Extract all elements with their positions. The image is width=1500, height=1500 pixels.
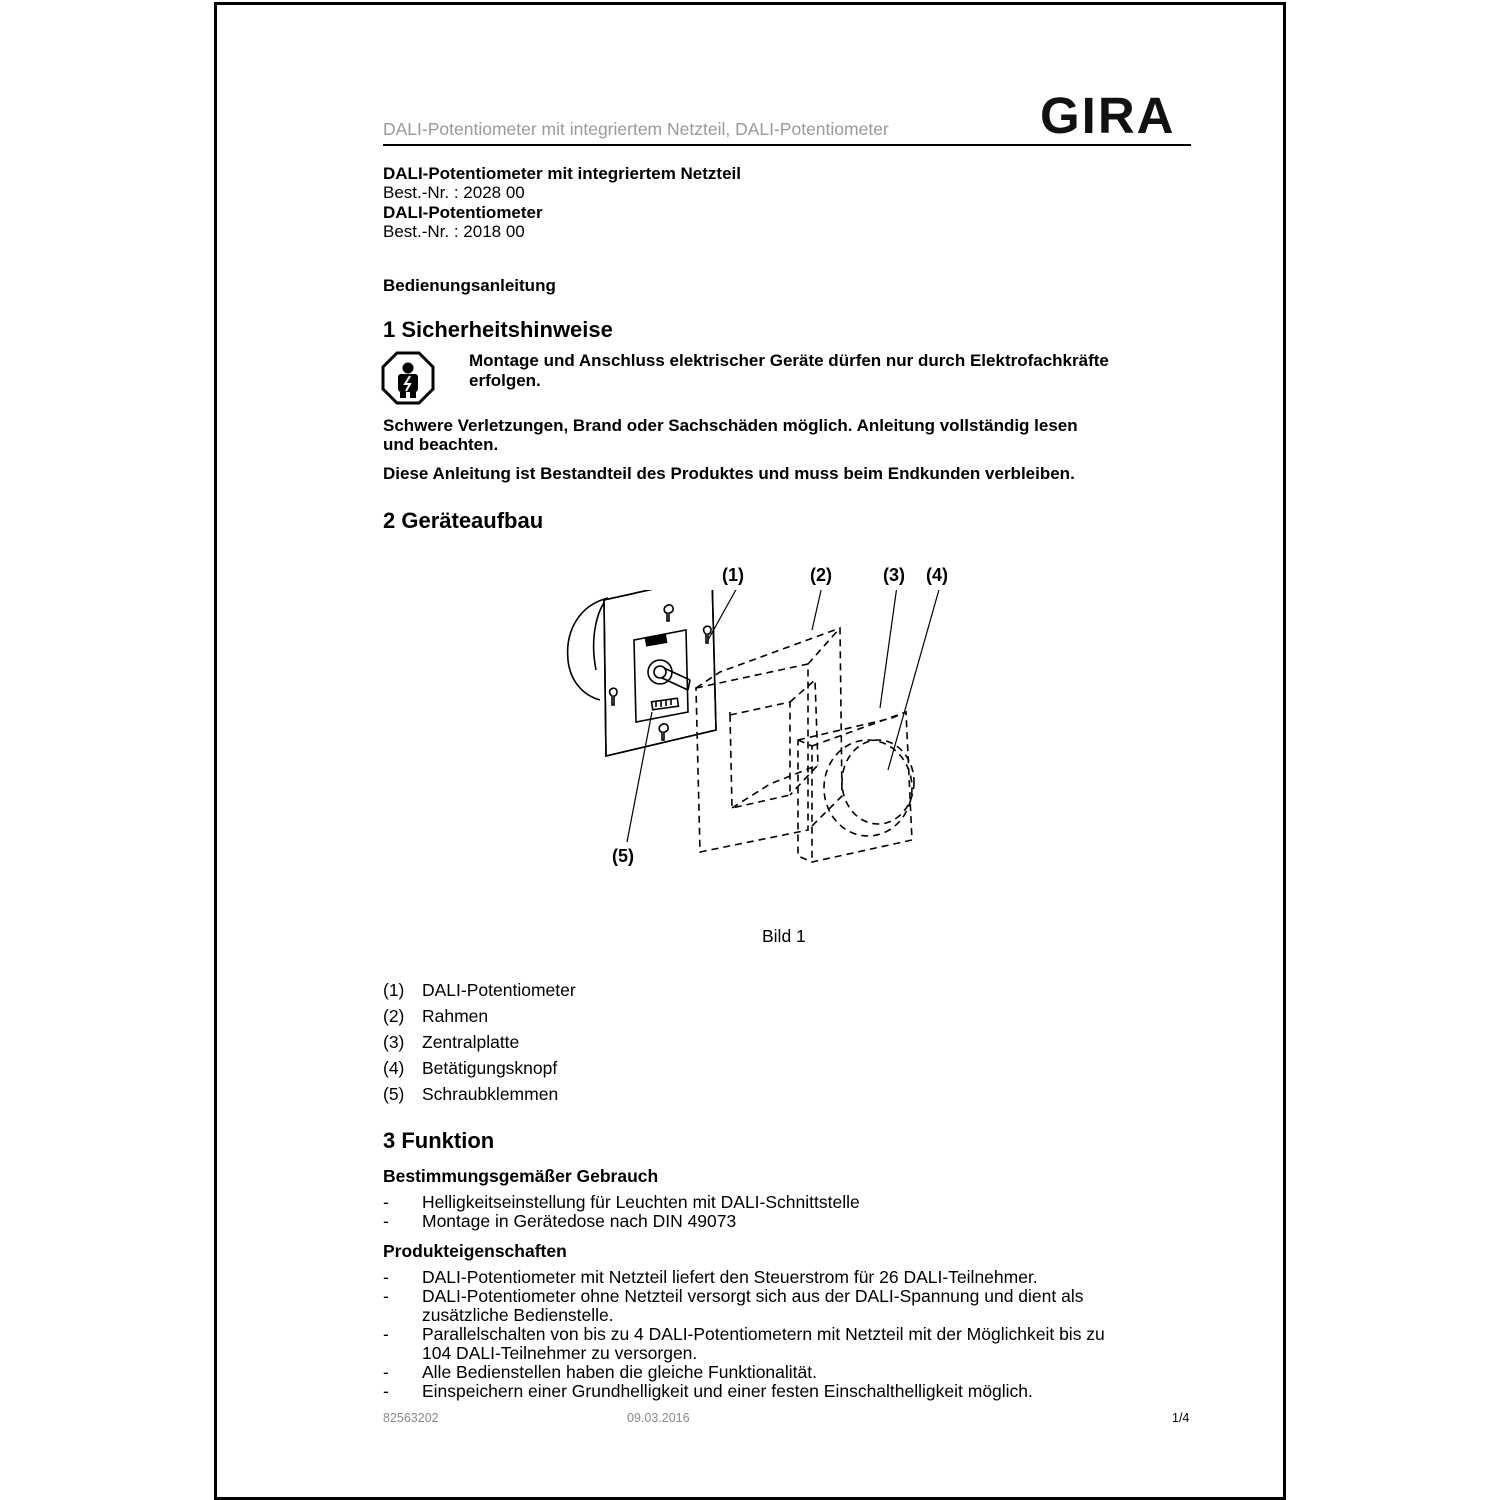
bullet-dash: - bbox=[383, 1286, 389, 1306]
bullet-dash: - bbox=[383, 1267, 389, 1287]
figure-label-3: (3) bbox=[883, 565, 905, 585]
product-2-name: DALI-Potentiometer bbox=[383, 203, 543, 222]
figure-caption: Bild 1 bbox=[762, 926, 806, 946]
legend-text: DALI-Potentiometer bbox=[422, 980, 576, 1000]
safety-paragraph-1-line-1: Schwere Verletzungen, Brand oder Sachschäden möglich. Anleitung vollständig lesen bbox=[383, 416, 1078, 435]
bullet-dash: - bbox=[383, 1192, 389, 1212]
legend-text: Schraubklemmen bbox=[422, 1084, 559, 1104]
product-1-order-number: Best.-Nr. : 2028 00 bbox=[383, 183, 525, 202]
bullet-dash: - bbox=[383, 1211, 389, 1231]
safety-paragraph-1-line-2: und beachten. bbox=[383, 435, 499, 454]
bullet-dash: - bbox=[383, 1362, 389, 1382]
document-type: Bedienungsanleitung bbox=[383, 276, 556, 295]
footer-date: 09.03.2016 bbox=[627, 1411, 690, 1425]
product-features-subheading: Produkteigenschaften bbox=[383, 1241, 567, 1261]
product-1-name: DALI-Potentiometer mit integriertem Netzteil bbox=[383, 164, 741, 183]
figure-label-2: (2) bbox=[810, 565, 832, 585]
electrician-warning-icon bbox=[381, 351, 435, 405]
feature-item: DALI-Potentiometer ohne Netzteil versorgt sich aus der DALI-Spannung und dient als bbox=[422, 1286, 1084, 1306]
gira-logo: GIRA bbox=[1040, 87, 1176, 144]
feature-item: Parallelschalten von bis zu 4 DALI-Potentiometern mit Netzteil mit der Möglichkeit bis zu bbox=[422, 1324, 1105, 1344]
legend-number: (4) bbox=[383, 1058, 405, 1078]
header-title: DALI-Potentiometer mit integriertem Netzteil, DALI-Potentiometer bbox=[383, 119, 889, 139]
use-item: Helligkeitseinstellung für Leuchten mit DALI-Schnittstelle bbox=[422, 1192, 860, 1212]
legend-text: Rahmen bbox=[422, 1006, 489, 1026]
use-item: Montage in Gerätedose nach DIN 49073 bbox=[422, 1211, 737, 1231]
figure-label-5: (5) bbox=[612, 846, 634, 866]
feature-item: Alle Bedienstellen haben die gleiche Funktionalität. bbox=[422, 1362, 817, 1382]
legend-number: (5) bbox=[383, 1084, 405, 1104]
feature-item-continued: 104 DALI-Teilnehmer zu versorgen. bbox=[422, 1343, 698, 1363]
section-1-heading: 1 Sicherheitshinweise bbox=[383, 317, 613, 342]
header-rule bbox=[383, 144, 1191, 146]
section-3-heading: 3 Funktion bbox=[383, 1128, 495, 1153]
product-2-order-number: Best.-Nr. : 2018 00 bbox=[383, 222, 525, 241]
legend-text: Zentralplatte bbox=[422, 1032, 520, 1052]
safety-warning-line-1: Montage und Anschluss elektrischer Geräte dürfen nur durch Elektrofachkräfte bbox=[469, 351, 1109, 370]
feature-item-continued: zusätzliche Bedienstelle. bbox=[422, 1305, 614, 1325]
legend-number: (2) bbox=[383, 1006, 405, 1026]
intended-use-subheading: Bestimmungsgemäßer Gebrauch bbox=[383, 1166, 659, 1186]
feature-item: Einspeichern einer Grundhelligkeit und einer festen Einschalthelligkeit möglich. bbox=[422, 1381, 1033, 1401]
bullet-dash: - bbox=[383, 1381, 389, 1401]
safety-paragraph-2: Diese Anleitung ist Bestandteil des Produktes und muss beim Endkunden verbleiben. bbox=[383, 464, 1075, 483]
bullet-dash: - bbox=[383, 1324, 389, 1344]
device-exploded-diagram bbox=[560, 590, 960, 880]
figure-label-1: (1) bbox=[722, 565, 744, 585]
legend-text: Betätigungsknopf bbox=[422, 1058, 558, 1078]
legend-number: (3) bbox=[383, 1032, 405, 1052]
section-2-heading: 2 Geräteaufbau bbox=[383, 508, 544, 533]
legend-number: (1) bbox=[383, 980, 405, 1000]
footer-document-number: 82563202 bbox=[383, 1411, 439, 1425]
footer-page-number: 1/4 bbox=[1172, 1411, 1190, 1425]
safety-warning-line-2: erfolgen. bbox=[469, 371, 541, 390]
feature-item: DALI-Potentiometer mit Netzteil liefert den Steuerstrom für 26 DALI-Teilnehmer. bbox=[422, 1267, 1038, 1287]
figure-label-4: (4) bbox=[926, 565, 948, 585]
